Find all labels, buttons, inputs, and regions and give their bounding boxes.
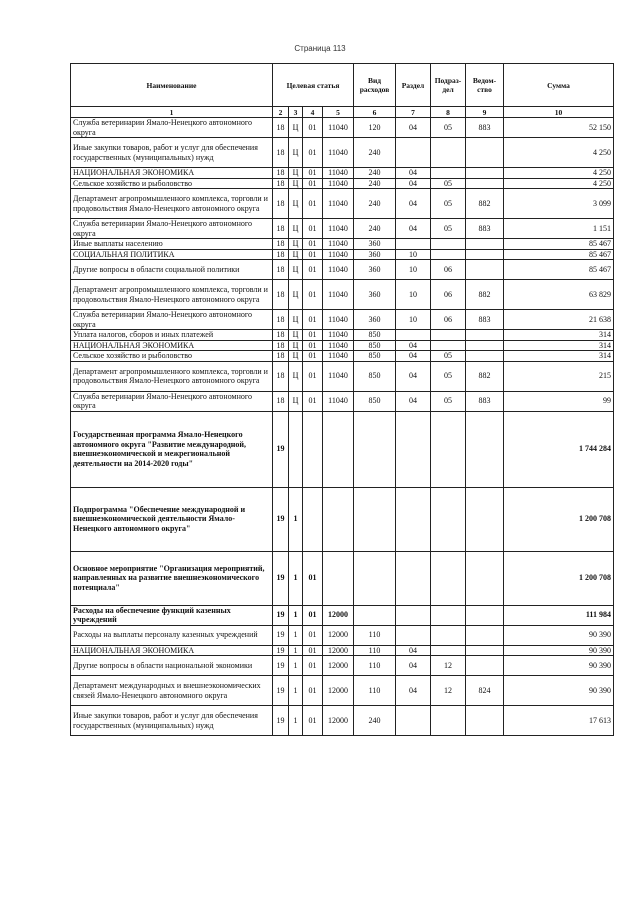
table-row bbox=[71, 351, 614, 362]
row-code-c8 bbox=[431, 605, 466, 625]
row-code-c6: 110 bbox=[354, 625, 396, 645]
row-name: НАЦИОНАЛЬНАЯ ЭКОНОМИКА bbox=[71, 340, 273, 351]
row-code-c7: 04 bbox=[396, 178, 431, 189]
table-row bbox=[71, 249, 614, 260]
row-code-c3: Ц bbox=[289, 260, 303, 280]
row-code-c7: 04 bbox=[396, 168, 431, 179]
table-row bbox=[71, 706, 614, 736]
header-department: Ведом-ство bbox=[466, 64, 504, 107]
header-target-article: Целевая статья bbox=[273, 64, 354, 107]
row-code-c9: 882 bbox=[466, 189, 504, 219]
table-row bbox=[71, 189, 614, 219]
row-name: Другие вопросы в области национальной экономики bbox=[71, 656, 273, 676]
table-row bbox=[71, 361, 614, 391]
row-code-c4: 01 bbox=[303, 676, 323, 706]
row-code-c8 bbox=[431, 138, 466, 168]
row-sum: 314 bbox=[504, 340, 614, 351]
row-code-c2: 18 bbox=[273, 361, 289, 391]
row-name: Сельское хозяйство и рыболовство bbox=[71, 351, 273, 362]
row-code-c3: Ц bbox=[289, 168, 303, 179]
row-name: СОЦИАЛЬНАЯ ПОЛИТИКА bbox=[71, 249, 273, 260]
row-code-c2: 18 bbox=[273, 260, 289, 280]
row-name: Другие вопросы в области социальной политики bbox=[71, 260, 273, 280]
row-code-c3: Ц bbox=[289, 189, 303, 219]
row-code-c2: 18 bbox=[273, 189, 289, 219]
row-code-c6: 240 bbox=[354, 178, 396, 189]
row-code-c3: Ц bbox=[289, 391, 303, 411]
row-name: Подпрограмма "Обеспечение международной и внешнеэкономической деятельности Ямало-Ненецкого автономного округа" bbox=[71, 487, 273, 551]
column-number: 8 bbox=[431, 107, 466, 118]
row-code-c5: 11040 bbox=[323, 138, 354, 168]
column-number: 5 bbox=[323, 107, 354, 118]
table-row bbox=[71, 551, 614, 605]
row-code-c4: 01 bbox=[303, 361, 323, 391]
row-code-c7: 10 bbox=[396, 310, 431, 330]
row-code-c2: 19 bbox=[273, 656, 289, 676]
row-code-c3: Ц bbox=[289, 280, 303, 310]
row-name: Иные выплаты населению bbox=[71, 239, 273, 250]
row-code-c7: 04 bbox=[396, 656, 431, 676]
row-code-c8 bbox=[431, 487, 466, 551]
row-code-c5: 11040 bbox=[323, 249, 354, 260]
row-code-c8: 05 bbox=[431, 118, 466, 138]
row-code-c4: 01 bbox=[303, 168, 323, 179]
row-code-c2: 18 bbox=[273, 138, 289, 168]
row-code-c4: 01 bbox=[303, 189, 323, 219]
row-code-c8 bbox=[431, 168, 466, 179]
row-code-c4: 01 bbox=[303, 656, 323, 676]
row-name: Государственная программа Ямало-Ненецкого автономного округа "Развитие международной, внешнеэкономической и межрегиональной деятельности на 2014-2020 годы" bbox=[71, 411, 273, 487]
row-code-c2: 18 bbox=[273, 168, 289, 179]
row-code-c6: 240 bbox=[354, 189, 396, 219]
row-code-c7: 10 bbox=[396, 249, 431, 260]
row-code-c4: 01 bbox=[303, 330, 323, 341]
row-code-c5: 12000 bbox=[323, 645, 354, 656]
table-row bbox=[71, 219, 614, 239]
row-name: Служба ветеринарии Ямало-Ненецкого автономного округа bbox=[71, 391, 273, 411]
table-row bbox=[71, 411, 614, 487]
row-code-c5: 12000 bbox=[323, 605, 354, 625]
row-code-c5: 11040 bbox=[323, 340, 354, 351]
row-code-c3: 1 bbox=[289, 551, 303, 605]
row-code-c7: 04 bbox=[396, 645, 431, 656]
row-code-c2: 18 bbox=[273, 340, 289, 351]
row-code-c3: 1 bbox=[289, 487, 303, 551]
row-code-c5 bbox=[323, 551, 354, 605]
row-code-c9 bbox=[466, 138, 504, 168]
row-sum: 1 744 284 bbox=[504, 411, 614, 487]
table-header-row bbox=[71, 64, 614, 107]
row-code-c9: 883 bbox=[466, 310, 504, 330]
column-number-row bbox=[71, 107, 614, 118]
table-row bbox=[71, 168, 614, 179]
row-code-c8 bbox=[431, 645, 466, 656]
row-code-c4: 01 bbox=[303, 239, 323, 250]
table-row bbox=[71, 178, 614, 189]
row-code-c2: 18 bbox=[273, 219, 289, 239]
header-section: Раздел bbox=[396, 64, 431, 107]
row-code-c7: 04 bbox=[396, 340, 431, 351]
row-code-c7 bbox=[396, 330, 431, 341]
row-code-c6 bbox=[354, 551, 396, 605]
row-sum: 90 390 bbox=[504, 625, 614, 645]
row-code-c7 bbox=[396, 138, 431, 168]
row-code-c6: 240 bbox=[354, 138, 396, 168]
row-code-c7: 04 bbox=[396, 676, 431, 706]
row-code-c5 bbox=[323, 487, 354, 551]
row-code-c2: 19 bbox=[273, 676, 289, 706]
row-code-c7: 10 bbox=[396, 280, 431, 310]
row-code-c2: 19 bbox=[273, 706, 289, 736]
row-code-c4: 01 bbox=[303, 138, 323, 168]
row-code-c7 bbox=[396, 625, 431, 645]
row-name: Расходы на обеспечение функций казенных учреждений bbox=[71, 605, 273, 625]
row-code-c9: 882 bbox=[466, 280, 504, 310]
row-name: Служба ветеринарии Ямало-Ненецкого автономного округа bbox=[71, 118, 273, 138]
row-code-c4: 01 bbox=[303, 391, 323, 411]
row-code-c6 bbox=[354, 411, 396, 487]
table-row bbox=[71, 330, 614, 341]
row-sum: 90 390 bbox=[504, 656, 614, 676]
row-code-c3: Ц bbox=[289, 340, 303, 351]
row-code-c2: 19 bbox=[273, 645, 289, 656]
row-code-c8: 05 bbox=[431, 178, 466, 189]
row-code-c9 bbox=[466, 706, 504, 736]
row-code-c3: Ц bbox=[289, 239, 303, 250]
row-sum: 4 250 bbox=[504, 138, 614, 168]
row-code-c9: 883 bbox=[466, 219, 504, 239]
row-code-c8: 06 bbox=[431, 310, 466, 330]
row-code-c7 bbox=[396, 487, 431, 551]
row-code-c5: 11040 bbox=[323, 391, 354, 411]
row-code-c2: 18 bbox=[273, 249, 289, 260]
row-code-c7 bbox=[396, 411, 431, 487]
row-code-c3: 1 bbox=[289, 625, 303, 645]
row-code-c6: 360 bbox=[354, 310, 396, 330]
row-code-c4: 01 bbox=[303, 310, 323, 330]
page-number-header: Страница 113 bbox=[294, 44, 346, 53]
column-number: 9 bbox=[466, 107, 504, 118]
row-code-c9 bbox=[466, 656, 504, 676]
row-code-c2: 18 bbox=[273, 351, 289, 362]
row-code-c3: Ц bbox=[289, 178, 303, 189]
table-row bbox=[71, 138, 614, 168]
row-code-c6: 240 bbox=[354, 168, 396, 179]
row-code-c6: 120 bbox=[354, 118, 396, 138]
column-number: 2 bbox=[273, 107, 289, 118]
row-code-c8: 05 bbox=[431, 351, 466, 362]
row-code-c4: 01 bbox=[303, 260, 323, 280]
row-code-c5 bbox=[323, 411, 354, 487]
row-code-c7 bbox=[396, 551, 431, 605]
row-code-c3: 1 bbox=[289, 706, 303, 736]
row-name: Уплата налогов, сборов и иных платежей bbox=[71, 330, 273, 341]
row-code-c8: 05 bbox=[431, 391, 466, 411]
row-code-c2: 19 bbox=[273, 605, 289, 625]
row-code-c4: 01 bbox=[303, 280, 323, 310]
row-name: НАЦИОНАЛЬНАЯ ЭКОНОМИКА bbox=[71, 645, 273, 656]
row-code-c3: 1 bbox=[289, 605, 303, 625]
row-code-c9 bbox=[466, 351, 504, 362]
row-code-c7: 04 bbox=[396, 118, 431, 138]
row-name: Служба ветеринарии Ямало-Ненецкого автономного округа bbox=[71, 310, 273, 330]
row-code-c5: 11040 bbox=[323, 280, 354, 310]
row-code-c5: 11040 bbox=[323, 239, 354, 250]
row-code-c7: 04 bbox=[396, 391, 431, 411]
row-name: Сельское хозяйство и рыболовство bbox=[71, 178, 273, 189]
row-code-c6: 360 bbox=[354, 239, 396, 250]
row-code-c6: 110 bbox=[354, 656, 396, 676]
row-code-c3: 1 bbox=[289, 676, 303, 706]
row-code-c8: 05 bbox=[431, 219, 466, 239]
row-code-c6: 850 bbox=[354, 361, 396, 391]
row-name: Иные закупки товаров, работ и услуг для обеспечения государственных (муниципальных) нужд bbox=[71, 138, 273, 168]
row-code-c4: 01 bbox=[303, 249, 323, 260]
row-code-c2: 19 bbox=[273, 487, 289, 551]
row-code-c9 bbox=[466, 411, 504, 487]
row-code-c9 bbox=[466, 330, 504, 341]
row-code-c6: 360 bbox=[354, 249, 396, 260]
row-name: Служба ветеринарии Ямало-Ненецкого автономного округа bbox=[71, 219, 273, 239]
row-code-c2: 18 bbox=[273, 239, 289, 250]
row-code-c2: 18 bbox=[273, 310, 289, 330]
row-sum: 63 829 bbox=[504, 280, 614, 310]
row-code-c9 bbox=[466, 625, 504, 645]
row-code-c4: 01 bbox=[303, 118, 323, 138]
row-code-c8 bbox=[431, 706, 466, 736]
row-code-c2: 18 bbox=[273, 178, 289, 189]
row-code-c7 bbox=[396, 239, 431, 250]
column-number: 3 bbox=[289, 107, 303, 118]
row-code-c6: 360 bbox=[354, 260, 396, 280]
row-code-c2: 18 bbox=[273, 330, 289, 341]
row-code-c8 bbox=[431, 551, 466, 605]
row-code-c6: 850 bbox=[354, 391, 396, 411]
row-code-c3: Ц bbox=[289, 219, 303, 239]
table-row bbox=[71, 391, 614, 411]
row-sum: 314 bbox=[504, 351, 614, 362]
row-name: Иные закупки товаров, работ и услуг для обеспечения государственных (муниципальных) нужд bbox=[71, 706, 273, 736]
row-code-c4: 01 bbox=[303, 551, 323, 605]
row-code-c6: 850 bbox=[354, 330, 396, 341]
row-code-c3: Ц bbox=[289, 361, 303, 391]
row-sum: 4 250 bbox=[504, 168, 614, 179]
row-code-c4: 01 bbox=[303, 625, 323, 645]
row-name: Департамент агропромышленного комплекса, торговли и продовольствия Ямало-Ненецкого автономного округа bbox=[71, 280, 273, 310]
row-code-c4: 01 bbox=[303, 706, 323, 736]
row-code-c5: 11040 bbox=[323, 310, 354, 330]
row-sum: 4 250 bbox=[504, 178, 614, 189]
row-code-c3: Ц bbox=[289, 351, 303, 362]
row-sum: 85 467 bbox=[504, 249, 614, 260]
row-code-c9 bbox=[466, 239, 504, 250]
row-code-c7: 10 bbox=[396, 260, 431, 280]
table-row bbox=[71, 645, 614, 656]
row-code-c5: 11040 bbox=[323, 168, 354, 179]
row-sum: 1 151 bbox=[504, 219, 614, 239]
row-code-c9 bbox=[466, 551, 504, 605]
table-row bbox=[71, 656, 614, 676]
row-sum: 52 150 bbox=[504, 118, 614, 138]
row-code-c9 bbox=[466, 178, 504, 189]
header-sum: Сумма bbox=[504, 64, 614, 107]
row-code-c7: 04 bbox=[396, 189, 431, 219]
row-sum: 1 200 708 bbox=[504, 551, 614, 605]
table-row bbox=[71, 260, 614, 280]
row-code-c5: 12000 bbox=[323, 656, 354, 676]
table-row bbox=[71, 310, 614, 330]
row-code-c9 bbox=[466, 645, 504, 656]
table-row bbox=[71, 118, 614, 138]
row-code-c5: 11040 bbox=[323, 330, 354, 341]
row-code-c3 bbox=[289, 411, 303, 487]
row-sum: 1 200 708 bbox=[504, 487, 614, 551]
row-sum: 3 099 bbox=[504, 189, 614, 219]
row-code-c9 bbox=[466, 605, 504, 625]
row-code-c8 bbox=[431, 625, 466, 645]
row-sum: 111 984 bbox=[504, 605, 614, 625]
row-code-c7: 04 bbox=[396, 351, 431, 362]
row-code-c5: 11040 bbox=[323, 361, 354, 391]
row-code-c8: 06 bbox=[431, 280, 466, 310]
row-code-c9 bbox=[466, 168, 504, 179]
row-code-c7: 04 bbox=[396, 361, 431, 391]
row-code-c7 bbox=[396, 605, 431, 625]
row-code-c6: 850 bbox=[354, 340, 396, 351]
row-code-c9 bbox=[466, 249, 504, 260]
row-code-c9: 883 bbox=[466, 391, 504, 411]
row-code-c2: 18 bbox=[273, 118, 289, 138]
table-row bbox=[71, 340, 614, 351]
column-number: 1 bbox=[71, 107, 273, 118]
header-name: Наименование bbox=[71, 64, 273, 107]
row-code-c5: 12000 bbox=[323, 625, 354, 645]
row-name: Департамент агропромышленного комплекса, торговли и продовольствия Ямало-Ненецкого автономного округа bbox=[71, 189, 273, 219]
row-code-c4: 01 bbox=[303, 178, 323, 189]
row-code-c7: 04 bbox=[396, 219, 431, 239]
row-code-c8 bbox=[431, 249, 466, 260]
row-code-c2: 18 bbox=[273, 280, 289, 310]
row-code-c9: 824 bbox=[466, 676, 504, 706]
row-code-c4: 01 bbox=[303, 645, 323, 656]
row-code-c8: 05 bbox=[431, 361, 466, 391]
table-row bbox=[71, 487, 614, 551]
row-code-c2: 19 bbox=[273, 625, 289, 645]
row-code-c8 bbox=[431, 340, 466, 351]
table-row bbox=[71, 676, 614, 706]
row-sum: 314 bbox=[504, 330, 614, 341]
row-code-c3: 1 bbox=[289, 645, 303, 656]
row-code-c2: 19 bbox=[273, 411, 289, 487]
row-code-c3: Ц bbox=[289, 138, 303, 168]
row-code-c5: 11040 bbox=[323, 189, 354, 219]
row-sum: 99 bbox=[504, 391, 614, 411]
row-name: Расходы на выплаты персоналу казенных учреждений bbox=[71, 625, 273, 645]
row-code-c6: 360 bbox=[354, 280, 396, 310]
row-code-c3: Ц bbox=[289, 330, 303, 341]
row-code-c6: 110 bbox=[354, 645, 396, 656]
row-code-c3: Ц bbox=[289, 118, 303, 138]
row-code-c8: 12 bbox=[431, 656, 466, 676]
row-code-c5: 11040 bbox=[323, 219, 354, 239]
row-sum: 85 467 bbox=[504, 260, 614, 280]
row-code-c6 bbox=[354, 487, 396, 551]
row-code-c8: 05 bbox=[431, 189, 466, 219]
row-sum: 21 638 bbox=[504, 310, 614, 330]
row-code-c5: 11040 bbox=[323, 178, 354, 189]
row-code-c5: 12000 bbox=[323, 706, 354, 736]
row-code-c9: 882 bbox=[466, 361, 504, 391]
row-code-c8: 12 bbox=[431, 676, 466, 706]
row-code-c4: 01 bbox=[303, 219, 323, 239]
table-row bbox=[71, 625, 614, 645]
row-sum: 85 467 bbox=[504, 239, 614, 250]
row-code-c9 bbox=[466, 487, 504, 551]
budget-table bbox=[70, 63, 614, 736]
row-code-c3: Ц bbox=[289, 310, 303, 330]
row-code-c9 bbox=[466, 260, 504, 280]
row-name: НАЦИОНАЛЬНАЯ ЭКОНОМИКА bbox=[71, 168, 273, 179]
header-subsection: Подраз-дел bbox=[431, 64, 466, 107]
row-code-c8 bbox=[431, 239, 466, 250]
column-number: 10 bbox=[504, 107, 614, 118]
row-code-c2: 18 bbox=[273, 391, 289, 411]
table-row bbox=[71, 239, 614, 250]
row-code-c3: Ц bbox=[289, 249, 303, 260]
row-code-c4 bbox=[303, 487, 323, 551]
row-code-c6 bbox=[354, 605, 396, 625]
row-code-c4: 01 bbox=[303, 340, 323, 351]
table-row bbox=[71, 280, 614, 310]
row-code-c6: 240 bbox=[354, 219, 396, 239]
row-code-c4: 01 bbox=[303, 351, 323, 362]
row-name: Департамент агропромышленного комплекса, торговли и продовольствия Ямало-Ненецкого автономного округа bbox=[71, 361, 273, 391]
column-number: 6 bbox=[354, 107, 396, 118]
header-expense-type: Вид расходов bbox=[354, 64, 396, 107]
row-code-c6: 240 bbox=[354, 706, 396, 736]
row-code-c7 bbox=[396, 706, 431, 736]
row-code-c5: 11040 bbox=[323, 260, 354, 280]
row-code-c5: 11040 bbox=[323, 351, 354, 362]
row-code-c6: 850 bbox=[354, 351, 396, 362]
row-code-c3: 1 bbox=[289, 656, 303, 676]
row-code-c5: 11040 bbox=[323, 118, 354, 138]
row-code-c9: 883 bbox=[466, 118, 504, 138]
row-name: Основное мероприятие "Организация мероприятий, направленных на развитие внешнеэкономического потенциала" bbox=[71, 551, 273, 605]
row-code-c6: 110 bbox=[354, 676, 396, 706]
row-sum: 17 613 bbox=[504, 706, 614, 736]
row-code-c2: 19 bbox=[273, 551, 289, 605]
row-sum: 90 390 bbox=[504, 645, 614, 656]
row-code-c8 bbox=[431, 411, 466, 487]
row-code-c8 bbox=[431, 330, 466, 341]
column-number: 7 bbox=[396, 107, 431, 118]
row-name: Департамент международных и внешнеэкономических связей Ямало-Ненецкого автономного округа bbox=[71, 676, 273, 706]
row-code-c9 bbox=[466, 340, 504, 351]
row-sum: 90 390 bbox=[504, 676, 614, 706]
table-body bbox=[71, 118, 614, 736]
row-code-c8: 06 bbox=[431, 260, 466, 280]
row-code-c5: 12000 bbox=[323, 676, 354, 706]
row-sum: 215 bbox=[504, 361, 614, 391]
table-row bbox=[71, 605, 614, 625]
column-number: 4 bbox=[303, 107, 323, 118]
row-code-c4: 01 bbox=[303, 605, 323, 625]
row-code-c4 bbox=[303, 411, 323, 487]
